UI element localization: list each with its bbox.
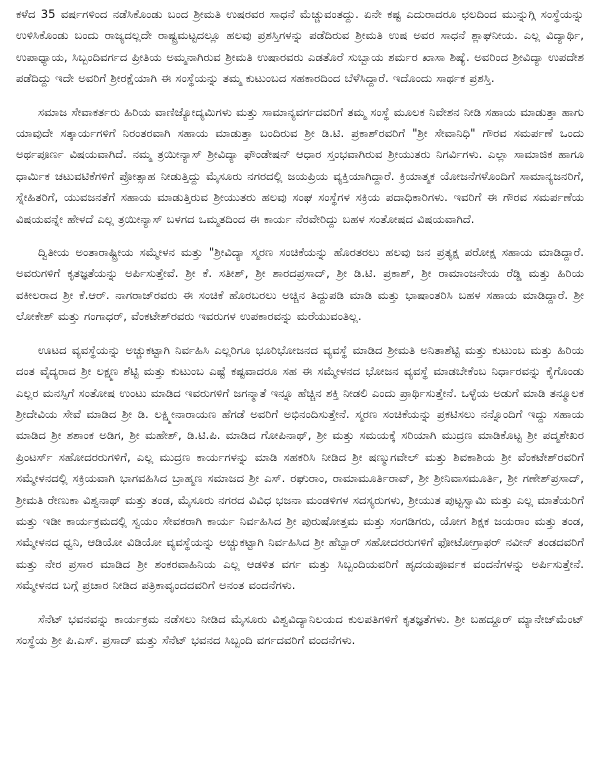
paragraph-prakash-honor: ಸಮಾಜ ಸೇವಾಕರ್ತರು ಹಿರಿಯ ವಾಣಿಜ್ಯೋದ್ಯಮಿಗಳು ಮತ್ತು ಸಾಮಾನ್ಯವರ್ಗದವರಿಗೆ ತಮ್ಮ ಸಂಸ್ಥೆ ಮೂಲಕ ನಿವೇಶನ ನೀಡಿ ಸಹಾಯ ಮಾಡುತ್ತಾ ಹಾಗು ಯಾವುದೇ ಸತ್ಕಾರ್ಯಗಳಿಗೆ ನಿರಂತರವಾಗಿ ಸಹಾಯ ಮಾಡುತ್ತಾ ಬಂದಿರುವ ಶ್ರೀ ಡಿ.ಟಿ. ಪ್ರಕಾಶ್‌ರವರಿಗೆ "ಶ್ರೀ ಸೇವಾನಿಧಿ" ಗೌರವ ಸಮರ್ಪಣೆ ಒಂದು ಅರ್ಥಪೂರ್ಣ ವಿಷಯವಾಗಿದೆ. ನಮ್ಮ ತ್ರಯೀನ್ಯಾಸ್ ಶ್ರೀವಿದ್ಯಾ ಫೌಂಡೇಷನ್ ಆಧಾರ ಸ್ತಂಭವಾಗಿರುವ ಶ್ರೀಯುತರು ನಿಗರ್ವಿಗಳು. ಎಲ್ಲಾ ಸಾಮಾಜಿಕ ಹಾಗೂ ಧಾರ್ಮಿಕ ಚಟುವಟಿಕೆಗಳಿಗೆ ಪ್ರೋತ್ಸಾಹ ನೀಡುತ್ತಿದ್ದು ಮೈಸೂರು ನಗರದಲ್ಲಿ ಜಯಪ್ರಿಯ ವ್ಯಕ್ತಿಯಾಗಿದ್ದಾರೆ. ಕ್ರಿಯಾತ್ಮಕ ಯೋಜನೆಗಳೊಂದಿಗೆ ಸಾಮಾನ್ಯಜನರಿಗೆ, ಸ್ನೇಹಿತರಿಗೆ, ಯುವಜನತೆಗೆ ಸಹಾಯ ಮಾಡುತ್ತಿರುವ ಶ್ರೀಯುತರು ಹಲವು ಸಂಘ ಸಂಸ್ಥೆಗಳ ಸಕ್ರಿಯ ಪದಾಧಿಕಾರಿಗಳು. ಇವರಿಗೆ ಈ ಗೌರವ ಸಮರ್ಪಣೆಯ ವಿಷಯವನ್ನೇ ಹೇಳದೆ ಎಲ್ಲ ತ್ರಯೀನ್ಯಾಸ್ ಬಳಗದ ಒಮ್ಮತದಿಂದ ಈ ಕಾರ್ಯ ನೆರವೇರಿದ್ದು ಬಹಳ ಸಂತೋಷದ ವಿಷಯವಾಗಿದೆ.	[16, 104, 584, 226]
paragraph-usha-achievement: ಕಳೆದ 35 ವರ್ಷಗಳಿಂದ ನಡೆಸಿಕೊಂಡು ಬಂದ ಶ್ರೀಮತಿ ಉಷರವರ ಸಾಧನೆ ಮೆಚ್ಚುವಂತದ್ದು. ಏನೇ ಕಷ್ಟ ಎದುರಾದರೂ ಛಲದಿಂದ ಮುನ್ನುಗ್ಗಿ ಸಂಸ್ಥೆಯನ್ನು ಉಳಿಸಿಕೊಂಡು ಬಂದು ರಾಜ್ಯದಲ್ಲದೇ ರಾಷ್ಟ್ರಮಟ್ಟದಲ್ಲೂ ಹಲವು ಪ್ರಶಸ್ತಿಗಳನ್ನು ಪಡೆದಿರುವ ಶ್ರೀಮತಿ ಉಷ ಅವರ ಸಾಧನೆ ಶ್ಲಾಘನೀಯ. ಎಲ್ಲ ವಿದ್ಯಾರ್ಥಿ, ಉಪಾಧ್ಯಾಯ, ಸಿಬ್ಬಂದಿವರ್ಗದ ಪ್ರೀತಿಯ ಅಮ್ಮನಾಗಿರುವ ಶ್ರೀಮತಿ ಉಷಾರವರು ಎಡತೊರೆ ಸುಬ್ಬಾಯ ಶರ್ಮರ ಖಾಸಾ ಶಿಷ್ಯೆ. ಅವರಿಂದ ಶ್ರೀವಿದ್ಯಾ ಉಪದೇಶ ಪಡೆದಿದ್ದು ಇದೇ ಅವರಿಗೆ ಶ್ರೀರಕ್ಷೆಯಾಗಿ ಈ ಸಂಸ್ಥೆಯನ್ನು ತಮ್ಮ ಕುಟುಂಬದ ಸಹಕಾರದಿಂದ ಬೆಳೆಸಿದ್ದಾರೆ. ಇದೊಂದು ಸಾರ್ಥಕ ಪ್ರಶಸ್ತಿ.	[16, 7, 584, 86]
paragraph-senate-thanks: ಸೆನೆಟ್ ಭವನವನ್ನು ಕಾರ್ಯಕ್ರಮ ನಡೆಸಲು ನೀಡಿದ ಮೈಸೂರು ವಿಶ್ವವಿದ್ಯಾನಿಲಯದ ಕುಲಪತಿಗಳಿಗೆ ಕೃತಜ್ಞತೆಗಳು. ಶ್ರೀ ಬಹದ್ದೂರ್ ಮ್ಯಾನೇಜ್‌ಮೆಂಟ್ ಸಂಸ್ಥೆಯ ಶ್ರೀ ಪಿ.ಎಸ್. ಪ್ರಸಾದ್ ಮತ್ತು ಸೆನೆಟ್ ಭವನದ ಸಿಬ್ಬಂದಿ ವರ್ಗದವರಿಗೆ ವಂದನೆಗಳು.	[16, 611, 584, 647]
paragraph-volunteer-thanks: ಊಟದ ವ್ಯವಸ್ಥೆಯನ್ನು ಅಚ್ಚುಕಟ್ಟಾಗಿ ನಿರ್ವಹಿಸಿ ಎಲ್ಲರಿಗೂ ಭೂರಿಭೋಜನದ ವ್ಯವಸ್ಥೆ ಮಾಡಿದ ಶ್ರೀಮತಿ ಅನಿತಾಶೆಟ್ಟಿ ಮತ್ತು ಕುಟುಂಬ ಮತ್ತು ಹಿರಿಯ ದಂತ ವೈದ್ಯರಾದ ಶ್ರೀ ಲಕ್ಷ್ಮಣ ಶೆಟ್ಟಿ ಮತ್ತು ಕುಟುಂಬ ಎಷ್ಟೆ ಕಷ್ಟವಾದರೂ ಸಹ ಈ ಸಮ್ಮೇಳನದ ಭೋಜನ ವ್ಯವಸ್ಥೆ ಮಾಡಬೇಕೆಂಬ ನಿರ್ಧಾರವನ್ನು ಕೈಗೊಂಡು ಎಲ್ಲರ ಮನಸ್ಸಿಗೆ ಸಂತೋಷ ಉಂಟು ಮಾಡಿದ ಇವರುಗಳಿಗೆ ಜಗನ್ಮಾತೆ ಇನ್ನೂ ಹೆಚ್ಚಿನ ಶಕ್ತಿ ನೀಡಲಿ ಎಂದು ಪ್ರಾರ್ಥಿಸುತ್ತೇನೆ. ಒಳ್ಳೆಯ ಅಡುಗೆ ಮಾಡಿ ತನ್ಮೂಲಕ ಶ್ರೀದೇವಿಯ ಸೇವೆ ಮಾಡಿದ ಶ್ರೀ ಡಿ. ಲಕ್ಷ್ಮೀನಾರಾಯಣ ಹೆಗಡೆ ಅವರಿಗೆ ಅಭಿನಂದಿಸುತ್ತೇನೆ. ಸ್ಮರಣ ಸಂಚಿಕೆಯನ್ನು ಪ್ರಕಟಿಸಲು ನನ್ನೊಂದಿಗೆ ಇದ್ದು ಸಹಾಯ ಮಾಡಿದ ಶ್ರೀ ಶಶಾಂಕ ಅಡಿಗ, ಶ್ರೀ ಮಹೇಶ್, ಡಿ.ಟಿ.ಪಿ. ಮಾಡಿದ ಗೋಪಿನಾಥ್, ಶ್ರೀ ಮತ್ತು ಸಮಯಕ್ಕೆ ಸರಿಯಾಗಿ ಮುದ್ರಣ ಮಾಡಿಕೊಟ್ಟ ಶ್ರೀ ಪದ್ಮಶೇಖರ ಪ್ರಿಂಟರ್ಸ್ ಸಹೋದರರುಗಳಿಗೆ, ಎಲ್ಲ ಮುದ್ರಣ ಕಾರ್ಯಗಳನ್ನು ಮಾಡಿ ಸಹಕರಿಸಿ ನೀಡಿದ ಶ್ರೀ ಷಣ್ಮುಗವೇಲ್ ಮತ್ತು ಶಿವಕಾಶಿಯ ಶ್ರೀ ವೆಂಕಟೇಶ್‌ರವರಿಗೆ ಸಮ್ಮೇಳನದಲ್ಲಿ ಸಕ್ರಿಯವಾಗಿ ಭಾಗವಹಿಸಿದ ಬ್ರಾಹ್ಮಣ ಸಮಾಜದ ಶ್ರೀ ಎಸ್. ರಘುರಾಂ, ರಾಮಾಮೂರ್ತಿರಾವ್, ಶ್ರೀ ಶ್ರೀನಿವಾಸಮೂರ್ತಿ, ಶ್ರೀ ಗಣೇಶ್‌ಪ್ರಸಾದ್, ಶ್ರೀಮತಿ ರೇಣುಕಾ ವಿಶ್ವನಾಥ್ ಮತ್ತು ತಂಡ, ಮೈಸೂರು ನಗರದ ವಿವಿಧ ಭಜನಾ ಮಂಡಳಿಗಳ ಸದಸ್ಯರುಗಳು, ಶ್ರೀಯುತ ಪುಟ್ಟಸ್ವಾಮಿ ಮತ್ತು ಎಲ್ಲ ಮಾತೆಯರಿಗೆ ಮತ್ತು ಇಡೀ ಕಾರ್ಯಕ್ರಮದಲ್ಲಿ ಸ್ವಯಂ ಸೇವಕರಾಗಿ ಕಾರ್ಯ ನಿರ್ವಹಿಸಿದ ಶ್ರೀ ಪುರುಷೋತ್ತಮ ಮತ್ತು ಸಂಗಡಿಗರು, ಯೋಗ ಶಿಕ್ಷಕ ಜಯರಾಂ ಮತ್ತು ತಂಡ, ಸಮ್ಮೇಳನದ ಧ್ವನಿ, ಆಡಿಯೋ ವಿಡಿಯೋ ವ್ಯವಸ್ಥೆಯನ್ನು ಅಚ್ಚುಕಟ್ಟಾಗಿ ನಿರ್ವಹಿಸಿದ ಶ್ರೀ ಹೆಬ್ಬಾರ್ ಸಹೋದರರುಗಳಿಗೆ ಫೋಟೋಗ್ರಾಫರ್ ನವೀನ್ ತಂಡದವರಿಗೆ ಮತ್ತು ನೇರ ಪ್ರಸಾರ ಮಾಡಿದ ಶ್ರೀ ಶಂಕರವಾಹಿನಿಯ ಎಲ್ಲ ಆಡಳಿತ ವರ್ಗ ಮತ್ತು ಸಿಬ್ಬಂದಿಯವರಿಗೆ ಹೃದಯಪೂರ್ವಕ ವಂದನೆಗಳನ್ನು ಅರ್ಪಿಸುತ್ತೇನೆ. ಸಮ್ಮೇಳನದ ಬಗ್ಗೆ ಪ್ರಚಾರ ನೀಡಿದ ಪತ್ರಿಕಾವೃಂದದವರಿಗೆ ಅನಂತ ವಂದನೆಗಳು.	[16, 342, 584, 593]
paragraph-conference-thanks: ದ್ವಿತೀಯ ಅಂತಾರಾಷ್ಟ್ರೀಯ ಸಮ್ಮೇಳನ ಮತ್ತು "ಶ್ರೀವಿದ್ಯಾ ಸ್ಮರಣ ಸಂಚಿಕೆಯನ್ನು ಹೊರತರಲು ಹಲವು ಜನ ಪ್ರತ್ಯಕ್ಷ ಪರೋಕ್ಷ ಸಹಾಯ ಮಾಡಿದ್ದಾರೆ. ಅವರುಗಳಿಗೆ ಕೃತಜ್ಞತೆಯನ್ನು ಅರ್ಪಿಸುತ್ತೇವೆ. ಶ್ರೀ ಕೆ. ಸತೀಶ್, ಶ್ರೀ ಶಾರದಪ್ರಸಾದ್, ಶ್ರೀ ಡಿ.ಟಿ. ಪ್ರಕಾಶ್, ಶ್ರೀ ರಾಮಾಂಜನೇಯ ರೆಡ್ಡಿ ಮತ್ತು ಹಿರಿಯ ವಕೀಲರಾದ ಶ್ರೀ ಕೆ.ಆರ್. ನಾಗರಾಜ್‌ರವರು ಈ ಸಂಚಿಕೆ ಹೊರಬರಲು ಅಚ್ಚಿನ ತಿದ್ದುಪಡಿ ಮಾಡಿ ಮತ್ತು ಭಾಷಾಂತರಿಸಿ ಬಹಳ ಸಹಾಯ ಮಾಡಿದ್ದಾರೆ. ಶ್ರೀ ಲೋಕೇಶ್ ಮತ್ತು ಗಂಗಾಧರ್, ವೆಂಕಟೇಶ್‌ರವರು ಇವರುಗಳ ಉಪಕಾರವನ್ನು ಮರೆಯುವಂತಿಲ್ಲ.	[16, 245, 584, 324]
